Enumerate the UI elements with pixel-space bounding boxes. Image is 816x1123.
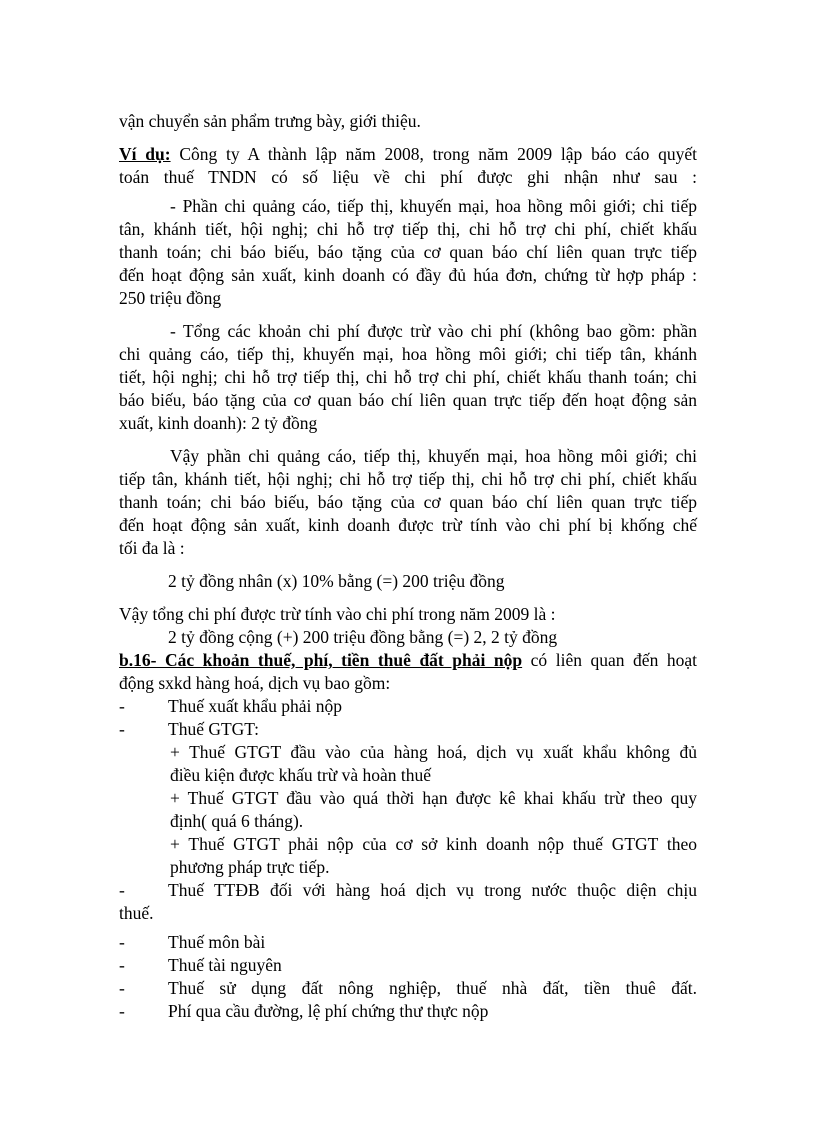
section-heading-line: b.16- Các khoản thuế, phí, tiền thuê đất phải nộp có liên quan đến hoạt [119,650,697,670]
list-dash: - [119,880,125,900]
list-item: - Thuế xuất khẩu phải nộp [119,696,342,716]
list-dash: - [119,1001,125,1021]
intro-line: vận chuyển sản phẩm trưng bày, giới thiệu. [119,111,421,131]
list-item: - Thuế tài nguyên [119,955,282,975]
section-heading: b.16- Các khoản thuế, phí, tiền thuê đất phải nộp [119,650,523,670]
calculation-line-1: 2 tỷ đồng nhân (x) 10% bằng (=) 200 triệu đồng [168,571,505,591]
example-line-2: toán thuế TNDN có số liệu về chi phí được ghi nhận như sau : [119,167,697,187]
example-paragraph-2: - Tổng các khoản chi phí được trừ vào chi phí (không bao gồm: phần chi quảng cáo, tiếp thị, khuyến mại, hoa hồng môi giới; chi tiếp tân, khánh tiết, hội nghị; chi hỗ trợ tiếp thị, chi hỗ trợ chi phí, chiết khấu thanh toán; chi báo biếu, báo tặng của cơ quan báo chí liên quan trực tiếp đến hoạt động sản xuất, kinh doanh): 2 tỷ đồng [119,321,697,433]
example-paragraph-3: Vậy phần chi quảng cáo, tiếp thị, khuyến mại, hoa hồng môi giới; chi tiếp tân, khánh tiết, hội nghị; chi hỗ trợ tiếp thị, chi hỗ trợ chi phí, chiết khấu thanh toán; chi báo biếu, báo tặng của cơ quan báo chí liên quan trực tiếp đến hoạt động sản xuất, kinh doanh được trừ tính vào chi phí bị khống chế tối đa là : [119,446,697,558]
vat-subitem-2: + Thuế GTGT đầu vào quá thời hạn được kê khai khấu trừ theo quy định( quá 6 tháng). [170,788,697,831]
list-item: - Thuế GTGT: [119,719,259,739]
vat-subitem-1: + Thuế GTGT đầu vào của hàng hoá, dịch vụ xuất khẩu không đủ điều kiện được khấu trừ và hoàn thuế [170,742,697,785]
example-line-1: Ví dụ: Công ty A thành lập năm 2008, trong năm 2009 lập báo cáo quyết [119,144,698,164]
vat-subitem-3: + Thuế GTGT phải nộp của cơ sở kinh doanh nộp thuế GTGT theo phương pháp trực tiếp. [170,834,697,877]
section-intro: động sxkd hàng hoá, dịch vụ bao gồm: [119,673,391,693]
example-label: Ví dụ: [119,144,171,164]
list-dash: - [119,978,125,998]
list-item: - Thuế TTĐB đối với hàng hoá dịch vụ trong nước thuộc diện chịu thuế. [119,880,697,923]
document-page [119,110,697,1023]
list-dash: - [119,696,125,716]
calculation-line-2: 2 tỷ đồng cộng (+) 200 triệu đồng bằng (=) 2, 2 tỷ đồng [168,627,558,647]
list-item: - Phí qua cầu đường, lệ phí chứng thư thực nộp [119,1001,489,1021]
list-item: - Thuế sử dụng đất nông nghiệp, thuế nhà đất, tiền thuê đất. [119,978,697,998]
example-paragraph-1: - Phần chi quảng cáo, tiếp thị, khuyến mại, hoa hồng môi giới; chi tiếp tân, khánh tiết, hội nghị; chi hỗ trợ tiếp thị, chi hỗ trợ chi phí, chiết khấu thanh toán; chi báo biếu, báo tặng của cơ quan báo chí liên quan trực tiếp đến hoạt động sản xuất, kinh doanh có đầy đủ húa đơn, chứng từ hợp pháp : 250 triệu đồng [119,196,697,308]
list-dash: - [119,932,125,952]
list-item: - Thuế môn bài [119,932,266,952]
list-dash: - [119,955,125,975]
list-dash: - [119,719,125,739]
total-intro: Vậy tổng chi phí được trừ tính vào chi phí trong năm 2009 là : [119,604,556,624]
